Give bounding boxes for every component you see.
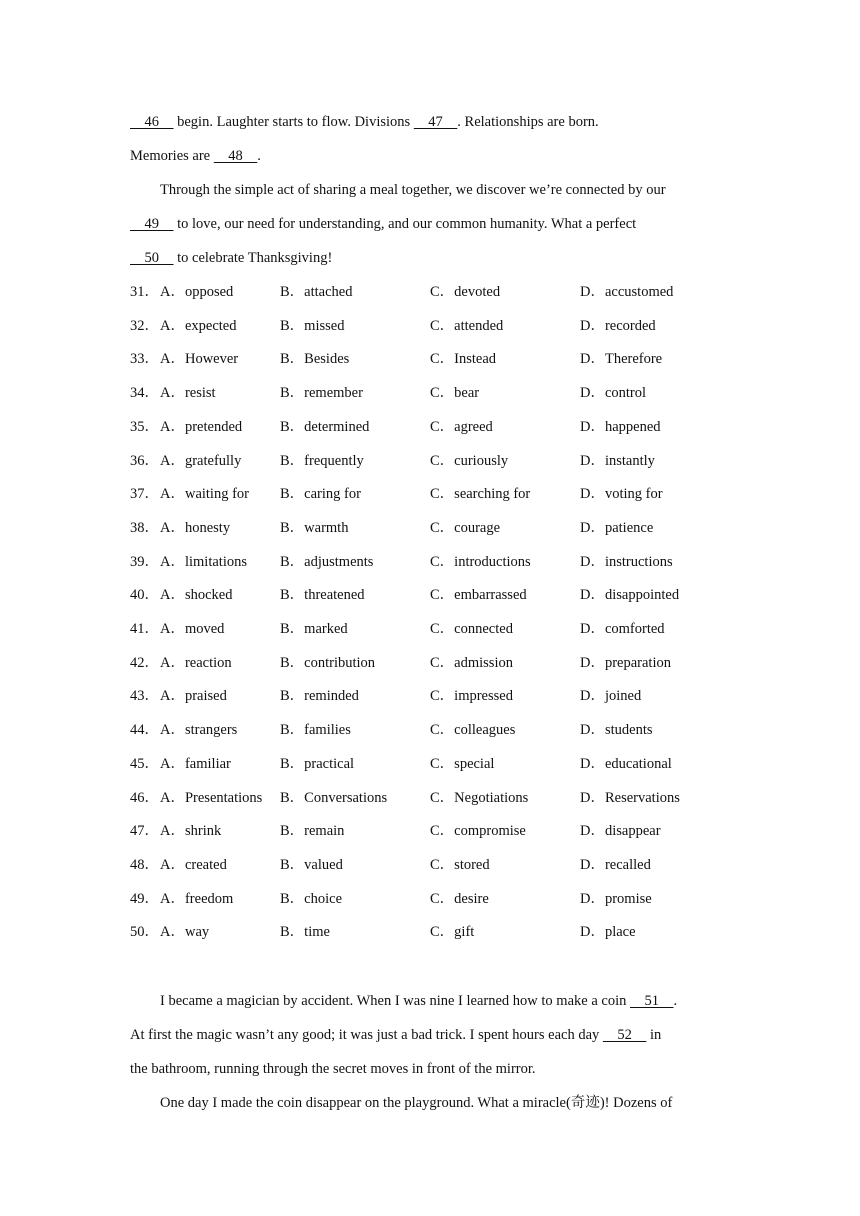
option-b: B．Conversations [280,790,388,806]
option-d: D．disappointed [580,587,680,603]
question-row [130,317,730,337]
option-d: D．promise [580,891,652,907]
passage1-line-3 [160,181,666,199]
option-b: B．threatened [280,587,365,603]
option-b: B．Besides [280,351,350,367]
blank-50: 50 [130,250,174,266]
question-number: 41． [130,621,159,637]
option-a: A．waiting for [160,486,249,502]
question-row [130,553,730,573]
question-number: 46． [130,790,159,806]
option-c: C．bear [430,385,480,401]
option-a: A．created [160,857,227,873]
text: . [257,148,261,164]
option-c: C．embarrassed [430,587,527,603]
option-d: D．happened [580,419,661,435]
question-row [130,721,730,741]
option-d: D．educational [580,756,672,772]
option-b: B．caring for [280,486,361,502]
question-row [130,519,730,539]
option-a: A．resist [160,385,216,401]
option-c: C．introductions [430,554,531,570]
option-d: D．comforted [580,621,665,637]
option-b: B．choice [280,891,343,907]
passage2-line-1 [160,992,677,1010]
option-a: A．honesty [160,520,231,536]
text: to love, our need for understanding, and our common humanity. What a perfect [173,216,637,232]
passage2-line-2 [130,1026,661,1044]
option-c: C．admission [430,655,513,671]
option-c: C．Instead [430,351,497,367]
question-row [130,923,730,943]
question-number: 32． [130,318,159,334]
option-a: A．way [160,924,210,940]
option-c: C．attended [430,318,504,334]
option-a: A．pretended [160,419,243,435]
question-row [130,789,730,809]
passage1-line-4 [130,215,636,233]
question-number: 50． [130,924,159,940]
question-row [130,620,730,640]
option-c: C．curiously [430,453,509,469]
question-row [130,856,730,876]
option-c: C．gift [430,924,475,940]
option-c: C．colleagues [430,722,516,738]
option-a: A．shocked [160,587,233,603]
option-d: D．control [580,385,647,401]
question-number: 42． [130,655,159,671]
question-row [130,485,730,505]
option-a: A．strangers [160,722,238,738]
option-a: A．However [160,351,239,367]
option-a: A．expected [160,318,237,334]
option-c: C．compromise [430,823,526,839]
option-c: C．agreed [430,419,493,435]
question-number: 45． [130,756,159,772]
blank-52: 52 [602,1027,647,1043]
option-c: C．stored [430,857,490,873]
question-number: 43． [130,688,159,704]
option-a: A．opposed [160,284,234,300]
option-d: D．Reservations [580,790,680,806]
option-a: A．shrink [160,823,222,839]
option-c: C．desire [430,891,489,907]
option-d: D．joined [580,688,642,704]
question-row [130,822,730,842]
option-b: B．remember [280,385,363,401]
question-number: 49． [130,891,159,907]
option-b: B．time [280,924,330,940]
question-number: 33． [130,351,159,367]
question-row [130,755,730,775]
option-b: B．practical [280,756,355,772]
option-b: B．warmth [280,520,349,536]
question-number: 31． [130,284,159,300]
question-row [130,890,730,910]
option-d: D．recorded [580,318,656,334]
option-a: A．praised [160,688,227,704]
option-b: B．valued [280,857,343,873]
question-number: 38． [130,520,159,536]
option-d: D．instructions [580,554,673,570]
option-c: C．searching for [430,486,531,502]
option-a: A．freedom [160,891,234,907]
question-number: 44． [130,722,159,738]
question-row [130,418,730,438]
question-number: 35． [130,419,159,435]
question-row [130,283,730,303]
option-c: C．courage [430,520,501,536]
option-d: D．recalled [580,857,651,873]
option-d: D．disappear [580,823,661,839]
question-number: 48． [130,857,159,873]
blank-47: 47 [413,114,458,130]
question-number: 36． [130,453,159,469]
text: I became a magician by accident. When I was nine I learned how to make a coin [160,993,630,1009]
question-row [130,452,730,472]
option-b: B．families [280,722,351,738]
question-row [130,654,730,674]
option-c: C．special [430,756,495,772]
option-b: B．reminded [280,688,359,704]
option-b: B．contribution [280,655,376,671]
passage1-line-1 [130,113,599,131]
option-d: D．instantly [580,453,655,469]
blank-49: 49 [130,216,174,232]
blank-48: 48 [213,148,258,164]
question-row [130,586,730,606]
option-b: B．missed [280,318,345,334]
text: Memories are [130,148,214,164]
option-c: C．Negotiations [430,790,529,806]
text: to celebrate Thanksgiving! [173,250,333,266]
text: One day I made the coin disappear on the playground. What a miracle(奇迹)! Dozens of [160,1095,673,1111]
option-b: B．adjustments [280,554,374,570]
option-b: B．frequently [280,453,364,469]
question-row [130,687,730,707]
option-d: D．place [580,924,636,940]
question-number: 47． [130,823,159,839]
passage1-line-5 [130,249,332,267]
question-number: 40． [130,587,159,603]
option-c: C．devoted [430,284,501,300]
option-a: A．limitations [160,554,247,570]
text: . [673,993,678,1009]
option-c: C．impressed [430,688,513,704]
question-row [130,384,730,404]
option-c: C．connected [430,621,513,637]
passage1-line-2 [130,147,261,165]
question-row [130,350,730,370]
blank-46: 46 [130,114,174,130]
option-d: D．Therefore [580,351,663,367]
text: Through the simple act of sharing a meal together, we discover we’re connected by our [160,182,666,198]
option-d: D．voting for [580,486,663,502]
text: . Relationships are born. [457,114,599,130]
option-a: A．reaction [160,655,232,671]
option-d: D．students [580,722,653,738]
text: the bathroom, running through the secret moves in front of the mirror. [130,1061,536,1077]
option-d: D．accustomed [580,284,674,300]
question-number: 37． [130,486,159,502]
text: in [646,1027,662,1043]
text: begin. Laughter starts to flow. Divisions [173,114,414,130]
option-a: A．gratefully [160,453,242,469]
option-b: B．marked [280,621,348,637]
question-number: 34． [130,385,159,401]
option-d: D．patience [580,520,654,536]
option-a: A．familiar [160,756,231,772]
option-b: B．determined [280,419,370,435]
passage2-line-4 [160,1094,672,1112]
option-d: D．preparation [580,655,671,671]
blank-51: 51 [629,993,674,1009]
option-b: B．attached [280,284,353,300]
option-a: A．moved [160,621,225,637]
question-number: 39． [130,554,159,570]
option-b: B．remain [280,823,345,839]
passage2-line-3 [130,1060,536,1078]
option-a: A．Presentations [160,790,263,806]
text: At first the magic wasn’t any good; it was just a bad trick. I spent hours each day [130,1027,603,1043]
